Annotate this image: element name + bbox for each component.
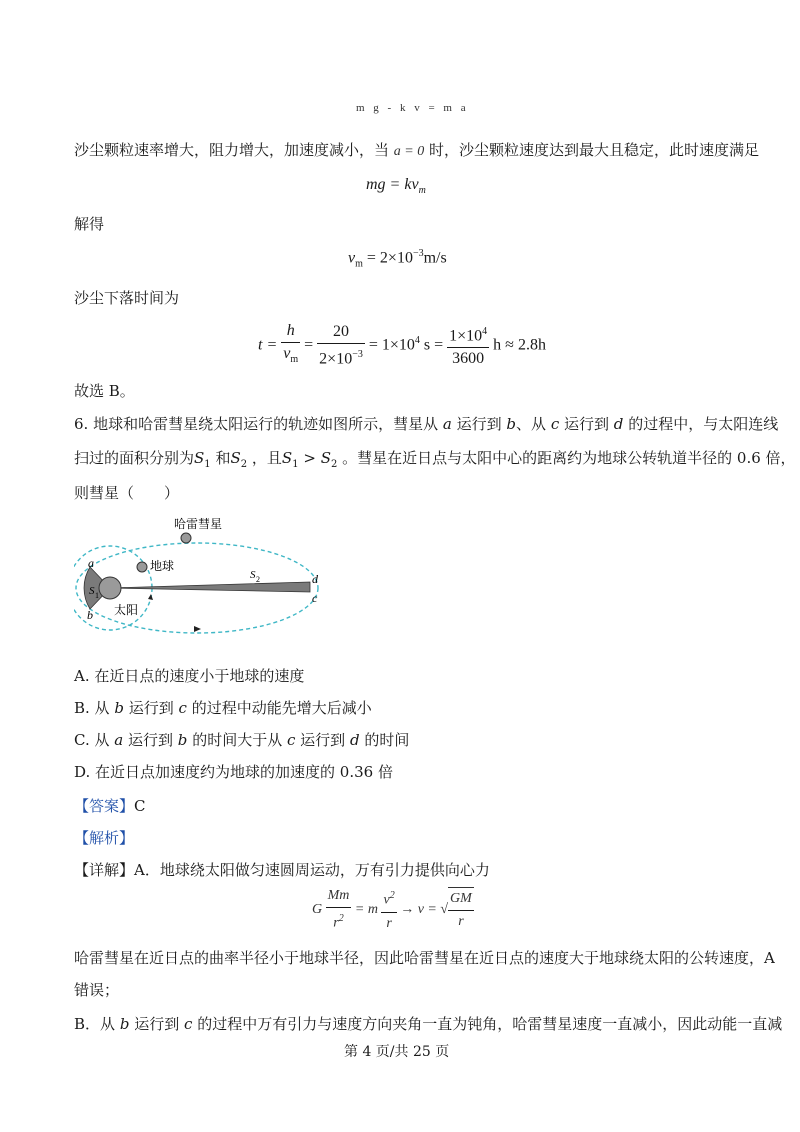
comet-label: 哈雷彗星	[174, 517, 223, 531]
text-segment: 的过程中，与太阳连线	[628, 415, 779, 433]
area-s1-label: S	[89, 585, 95, 597]
text-segment: 运行到	[300, 731, 346, 749]
paragraph-acceleration	[74, 139, 759, 160]
previous-answer: 故选 B。	[74, 382, 135, 400]
halley-comet	[181, 533, 191, 543]
var-c: c	[550, 415, 560, 433]
frac-den: 3600	[452, 350, 485, 368]
sub: 2	[240, 459, 248, 470]
frac-den: v	[283, 345, 291, 362]
var-d: d	[349, 731, 360, 749]
eq-t: t =	[258, 336, 278, 354]
eq-sign: = m	[354, 902, 378, 918]
comet-direction-arrow	[194, 626, 201, 632]
text-segment: 扫过的面积分别为	[74, 449, 195, 467]
label-fall-time: 沙尘下落时间为	[74, 289, 180, 307]
eq-unit: m/s	[423, 249, 447, 267]
eq-sub: m	[355, 258, 363, 270]
question-6-line-1	[74, 413, 778, 434]
sqrt-symbol: √	[440, 902, 449, 918]
var-c: c	[184, 1015, 193, 1033]
frac-num: 20	[317, 321, 365, 344]
text-segment: 运行到	[128, 731, 174, 749]
equation-vm-value	[348, 248, 447, 270]
var-a: a	[114, 731, 124, 749]
frac-num: h	[286, 322, 295, 339]
text-segment: 沙尘颗粒速率增大，阻力增大，加速度减小，当	[74, 141, 390, 159]
page-footer: 第 4 页/共 25 页	[344, 1044, 450, 1060]
area-s1-sub: 1	[95, 591, 99, 600]
option-a: A. 在近日点的速度小于地球的速度	[74, 667, 305, 685]
eq-body: mg = kv	[366, 176, 419, 193]
text-segment: 时，沙尘颗粒速度达到最大且稳定，此时速度满足	[429, 141, 760, 159]
frac-num-exp: 2	[389, 890, 395, 901]
sub: 1	[292, 459, 299, 470]
sun-label: 太阳	[114, 603, 139, 617]
fraction-gm-over-r	[448, 887, 474, 933]
paragraph-a-line-2: 错误；	[74, 981, 120, 999]
frac-den-exp: 2	[338, 913, 344, 924]
var-a: a	[442, 415, 452, 433]
answer-value: C	[134, 797, 146, 815]
question-6-line-3: 则彗星（ ）	[74, 484, 180, 502]
sub: 1	[204, 459, 211, 470]
earth	[137, 562, 147, 572]
earth-direction-arrow	[148, 594, 153, 600]
point-a-label: a	[88, 556, 94, 570]
text-segment: 。彗星在近日点与太阳中心的距离约为地球公转轨道半径的 0.6 倍，	[342, 449, 796, 467]
fraction-20-over-2e-3	[317, 321, 365, 370]
eq-g: G	[312, 902, 323, 918]
eq-exp: −3	[412, 248, 424, 259]
var-s2: S	[230, 449, 241, 467]
eq-sub: m	[418, 185, 426, 197]
var-b: b	[119, 1015, 130, 1033]
fraction-1e4-over-3600	[447, 321, 489, 370]
eq-rhs: = 2×10	[366, 249, 413, 267]
text-segment: B．从	[74, 1015, 116, 1033]
text-segment: 运行到	[564, 415, 610, 433]
frac-den: r	[333, 915, 339, 931]
orbit-diagram	[74, 512, 324, 652]
frac-num: Mm	[326, 885, 352, 908]
area-s2-sub: 2	[256, 575, 260, 584]
text-segment: 的时间	[364, 731, 410, 749]
answer-tag: 【答案】	[74, 797, 135, 815]
text-segment: 的过程中万有引力与速度方向夹角一直为钝角，哈雷彗星速度一直减小，因此动能一直减	[197, 1015, 783, 1033]
frac-den: r	[386, 915, 392, 931]
frac-den: 2×10	[319, 350, 353, 368]
var-c: c	[178, 699, 187, 717]
fraction-h-over-vm	[281, 320, 300, 371]
frac-den: r	[458, 913, 464, 929]
equation-fall-time	[258, 320, 546, 371]
eq-arrow: → v =	[400, 902, 437, 918]
analysis-tag: 【解析】	[74, 829, 135, 847]
frac-num: v	[383, 892, 390, 908]
condition-a-zero: a = 0	[393, 144, 425, 159]
point-b-label: b	[87, 608, 93, 622]
var-c: c	[286, 731, 296, 749]
detail-heading: 【详解】A．地球绕太阳做匀速圆周运动，万有引力提供向心力	[74, 861, 490, 879]
paragraph-b	[74, 1013, 782, 1034]
frac-den-sub: m	[290, 354, 299, 366]
eq-mid-unit: s =	[423, 336, 444, 354]
eq-v: v	[348, 249, 356, 267]
text-segment: 6. 地球和哈雷彗星绕太阳运行的轨迹如图所示，彗星从	[74, 415, 439, 433]
area-s2-label: S	[250, 569, 256, 581]
question-6-line-2	[74, 447, 796, 470]
text-segment: 的时间大于从	[192, 731, 283, 749]
var-b: b	[506, 415, 517, 433]
option-d: D. 在近日点加速度约为地球的加速度的 0.36 倍	[74, 763, 393, 781]
option-c	[74, 729, 409, 750]
var-s1: S	[194, 449, 205, 467]
var-d: d	[613, 415, 624, 433]
answer-line	[74, 795, 146, 816]
equation-newton-second-law: m g - k v = m a	[356, 102, 469, 114]
text-segment: ，且	[251, 449, 282, 467]
op: >	[303, 449, 316, 467]
frac-den-exp: −3	[352, 348, 363, 360]
fraction-mm-over-r2	[326, 885, 352, 935]
eq-mid: = 1×10	[368, 336, 415, 354]
frac-num-exp: 4	[482, 325, 488, 337]
equation-terminal-velocity	[366, 176, 426, 196]
var-s2: S	[320, 449, 331, 467]
fraction-v2-over-r	[381, 885, 396, 935]
text-segment: B. 从	[74, 699, 110, 717]
label-solve: 解得	[74, 215, 105, 233]
text-segment: 运行到	[456, 415, 502, 433]
text-segment: 和	[215, 449, 231, 467]
text-segment: C. 从	[74, 731, 110, 749]
text-segment: 、从	[516, 415, 547, 433]
var-b: b	[114, 699, 124, 717]
frac-num: GM	[448, 888, 474, 911]
var-b: b	[177, 731, 188, 749]
text-segment: 运行到	[134, 1015, 180, 1033]
eq-mid-exp: 4	[414, 334, 420, 346]
frac-num: 1×10	[449, 327, 483, 345]
area-s2	[110, 582, 310, 592]
sun	[99, 577, 121, 599]
eq-sign: =	[304, 336, 314, 354]
point-c-label: c	[312, 591, 318, 605]
sub: 2	[331, 459, 338, 470]
eq-tail: h ≈ 2.8h	[493, 336, 546, 354]
var-s1: S	[281, 449, 293, 467]
earth-label: 地球	[150, 559, 175, 573]
option-b	[74, 697, 372, 718]
text-segment: 的过程中动能先增大后减小	[191, 699, 372, 717]
equation-gravity-centripetal	[312, 885, 474, 935]
paragraph-a-line-1: 哈雷彗星在近日点的曲率半径小于地球半径，因此哈雷彗星在近日点的速度大于地球绕太阳的公转速度，A	[74, 949, 775, 967]
text-segment: 运行到	[128, 699, 174, 717]
point-d-label: d	[312, 572, 318, 586]
